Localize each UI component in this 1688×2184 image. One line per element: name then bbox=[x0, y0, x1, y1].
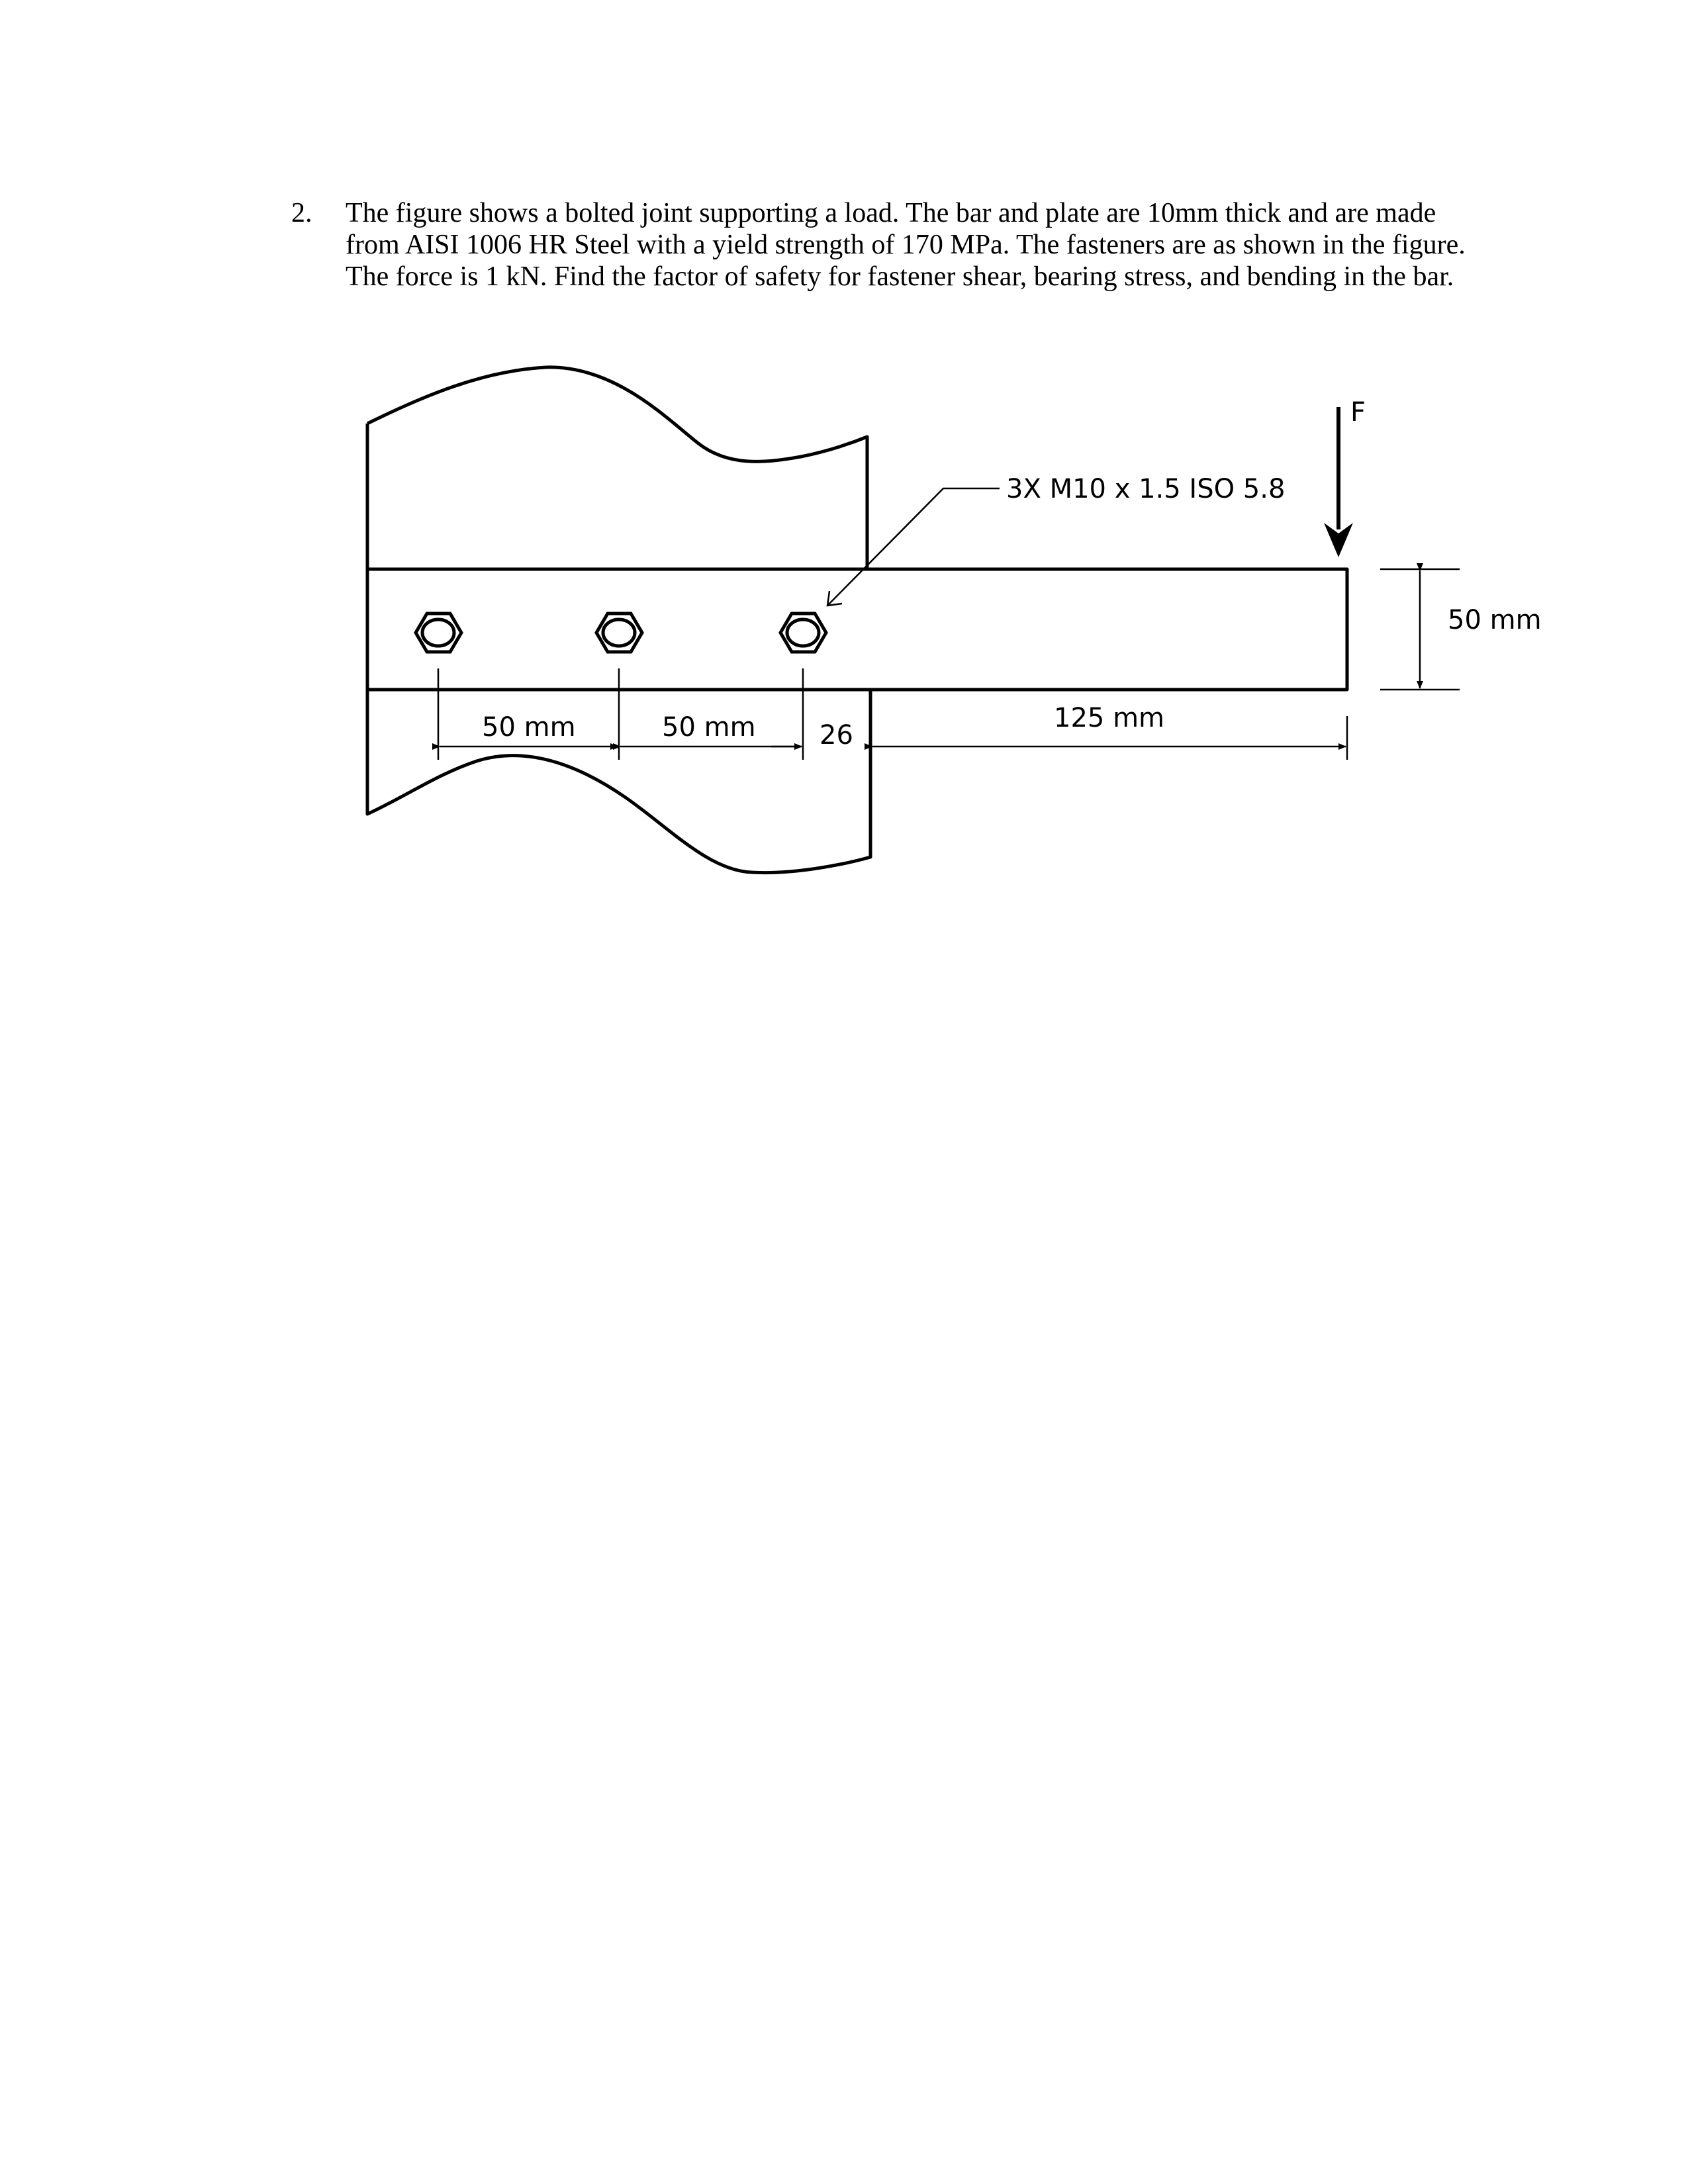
dim-label-spacing-2: 50 mm bbox=[662, 712, 756, 743]
dim-label-overhang: 125 mm bbox=[1054, 703, 1164, 733]
force-arrow bbox=[1324, 407, 1353, 557]
bolt-2 bbox=[596, 614, 642, 652]
cantilever-bar bbox=[367, 569, 1347, 690]
fastener-callout: 3X M10 x 1.5 ISO 5.8 bbox=[1006, 474, 1286, 504]
bolt-1 bbox=[416, 614, 461, 652]
problem-text: The figure shows a bolted joint supporting a load. The bar and plate are 10mm thick and are made from AISI 1006 HR Steel with a yield strength of 170 MPa. The fasteners are as shown in the figure. The force is 1 kN. Find the factor of safety for fastener shear, bearing stress, and bending in the bar. bbox=[346, 198, 1466, 292]
dim-label-bar-height: 50 mm bbox=[1448, 605, 1542, 635]
problem-number: 2. bbox=[291, 198, 312, 228]
bolt-group bbox=[416, 614, 826, 652]
dim-label-edge: 26 bbox=[820, 720, 853, 751]
bolt-3 bbox=[780, 614, 826, 652]
callout-leader-line bbox=[827, 488, 1000, 606]
dim-label-spacing-1: 50 mm bbox=[482, 712, 576, 743]
extension-lines bbox=[438, 569, 1460, 760]
support-plate-upper bbox=[367, 367, 867, 569]
force-label: F bbox=[1350, 397, 1366, 428]
